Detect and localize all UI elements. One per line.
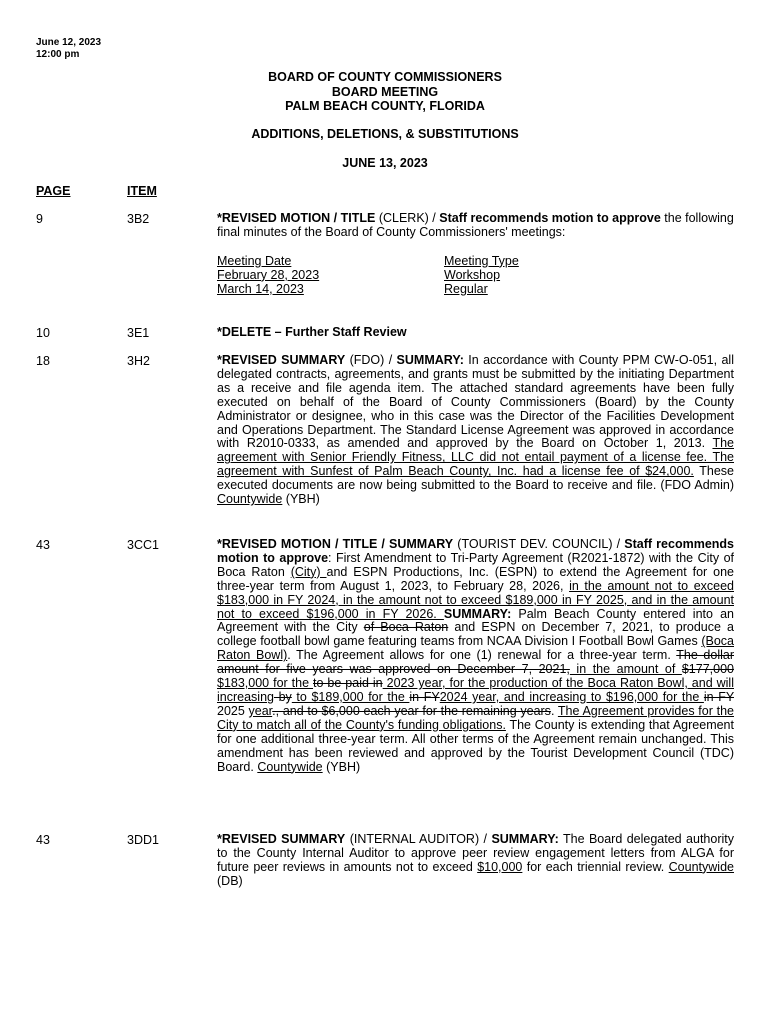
district: Countywide [217, 492, 283, 507]
item-page-number: 18 [36, 354, 50, 368]
meeting-date-column [217, 254, 444, 296]
text-part: and ESPN Productions, Inc. (ESPN) to extend the Agreement for one three-year term from August 1, 2023, to February 28, 2026, [217, 564, 734, 593]
added-text: , for the production of the Boca Raton Bowl, and will increasing [217, 676, 734, 704]
item-text: the following final minutes of the Board of County Commissioners' meetings: [217, 211, 734, 239]
header-line-1: BOARD OF COUNTY COMMISSIONERS [268, 70, 502, 84]
header-subtitle: ADDITIONS, DELETIONS, & SUBSTITUTIONS [251, 127, 519, 141]
column-header-item: ITEM [127, 184, 157, 198]
added-text: The agreement with Senior Friendly Fitness, LLC did not entail payment of a license fee. The agreement with Sunfest of Palm Beach County, Inc. had a license fee of $24,000. [217, 436, 734, 479]
deleted-text: in FY [409, 689, 440, 704]
item-dept: (INTERNAL AUDITOR) / [345, 832, 492, 846]
item-number: 3DD1 [127, 833, 159, 847]
item-description [217, 212, 734, 296]
item-motion: Staff recommends motion to approve [217, 537, 734, 565]
initials: (DB) [217, 873, 243, 888]
deleted-text: by [273, 689, 292, 704]
item-page-number: 9 [36, 212, 43, 226]
added-text: $183,000 for the [217, 676, 314, 691]
item-lead: *REVISED SUMMARY [217, 832, 346, 846]
deleted-text: ., and to $6,000 each year for the remaining years [272, 703, 551, 718]
meeting-date-2: March 14, 2023 [217, 281, 304, 296]
date-stamp [36, 37, 101, 61]
header-title-block [0, 70, 770, 114]
item-lead: *DELETE – Further Staff Review [217, 325, 407, 339]
item-text: In accordance with County PPM CW-O-051, all delegated contracts, agreements, and grants must be submitted by the initiating Department as a receive and file agenda item. The attached standard agreements have been fully executed on behalf of the Board of County Commissioners (Board) by the County Administrator or designee, who in this case was the Director of the Facilities Development and Operations Department. The Standard License Agreement was approved in accordance with R2010-0333, as amended and approved by the Board on October 1, 2013. [217, 353, 734, 451]
item-lead: *REVISED MOTION / TITLE / SUMMARY [217, 537, 454, 551]
text-part: The County is extending that Agreement for one additional three-year term. All other terms of the Agreement remain unchanged. This amendment has been reviewed and approved by the Tourist Development Council (TDC) Board. [217, 717, 734, 774]
item-description [217, 326, 734, 340]
meeting-type-2: Regular [444, 281, 488, 296]
column-headers [0, 184, 770, 200]
initials: (YBH) [322, 759, 361, 774]
item-number: 3B2 [127, 212, 150, 226]
text-part: and ESPN on December 7, 2021, to produce a college football bowl game featuring teams from NCAA Division I Football Bowl Games [217, 620, 735, 649]
summary-label: SUMMARY: [491, 832, 559, 846]
added-text: 2024 year, and increasing to $196,000 for the [439, 689, 704, 704]
item-number: 3E1 [127, 326, 150, 340]
header-line-2: BOARD MEETING [331, 84, 439, 99]
district: Countywide [257, 759, 323, 774]
district: Countywide [668, 859, 734, 874]
deleted-text: in FY [703, 689, 734, 704]
added-text: (Boca Raton Bowl) [217, 634, 734, 663]
text-part: . [550, 703, 558, 718]
meeting-type-header: Meeting Type [444, 253, 519, 268]
initials: (YBH) [282, 492, 320, 507]
item-dept: (TOURIST DEV. COUNCIL) / [453, 537, 625, 551]
deleted-text: of Boca Raton [363, 620, 449, 635]
item-page-number: 10 [36, 326, 50, 340]
header-line-3: PALM BEACH COUNTY, FLORIDA [285, 99, 485, 113]
stamp-time: 12:00 pm [36, 49, 80, 60]
item-lead: *REVISED MOTION / TITLE [217, 211, 376, 225]
item-tail: These executed documents are now being submitted to the Board to receive and file. (FDO Admin) [217, 464, 734, 493]
item-page-number: 43 [36, 538, 50, 552]
added-text: in the amount of [569, 662, 682, 677]
meeting-type-column [444, 254, 644, 296]
meeting-date-1: February 28, 2023 [217, 267, 320, 282]
text-part: Palm Beach County entered into an Agreement with the City [217, 606, 734, 635]
text-part: . The Agreement allows for one (1) renewal for a three-year term. [287, 648, 677, 663]
added-text: year [248, 703, 273, 718]
meeting-date-header: Meeting Date [217, 253, 292, 268]
added-text: The Agreement provides for the City to match all of the County's funding obligations. [217, 703, 734, 732]
item-motion: Staff recommends motion to approve [439, 211, 661, 225]
item-lead: *REVISED SUMMARY [217, 353, 346, 367]
item-description [217, 354, 734, 507]
header-date: JUNE 13, 2023 [342, 156, 428, 170]
added-text: 2023 year [382, 676, 443, 691]
added-text: to $189,000 for the [291, 689, 410, 704]
deleted-text: The dollar amount for five years was approved on December 7, 2021, [217, 648, 734, 677]
item-dept: (CLERK) / [375, 211, 440, 225]
item-description [217, 833, 734, 889]
deleted-text: $177,000 [681, 662, 734, 677]
added-text: in the amount not to exceed $183,000 in FY 2024, in the amount not to exceed $189,000 in FY 2025, and in the amount not to exceed $196,000 in FY 2026. [217, 578, 734, 621]
meetings-table [217, 254, 734, 296]
item-description [217, 538, 734, 774]
amount: $10,000 [477, 859, 523, 874]
meeting-type-1: Workshop [444, 267, 501, 282]
summary-label: SUMMARY: [443, 606, 512, 621]
item-number: 3CC1 [127, 538, 159, 552]
column-header-page: PAGE [36, 184, 71, 198]
item-text: The Board delegated authority to the County Internal Auditor to approve peer review engagement letters from ALGA for future peer reviews in amounts not to exceed [217, 832, 734, 874]
added-text: (City) [290, 564, 327, 579]
summary-label: SUMMARY: [396, 353, 464, 367]
text-part: 2025 [217, 703, 249, 718]
item-text-2: for each triennial review. [522, 859, 669, 874]
text-part: : First Amendment to Tri-Party Agreement (R2021-1872) with the City of Boca Raton [217, 550, 735, 579]
deleted-text: to be paid in [313, 676, 383, 691]
item-page-number: 43 [36, 833, 50, 847]
item-dept: (FDO) / [345, 353, 397, 367]
stamp-date: June 12, 2023 [36, 37, 102, 48]
item-number: 3H2 [127, 354, 150, 368]
